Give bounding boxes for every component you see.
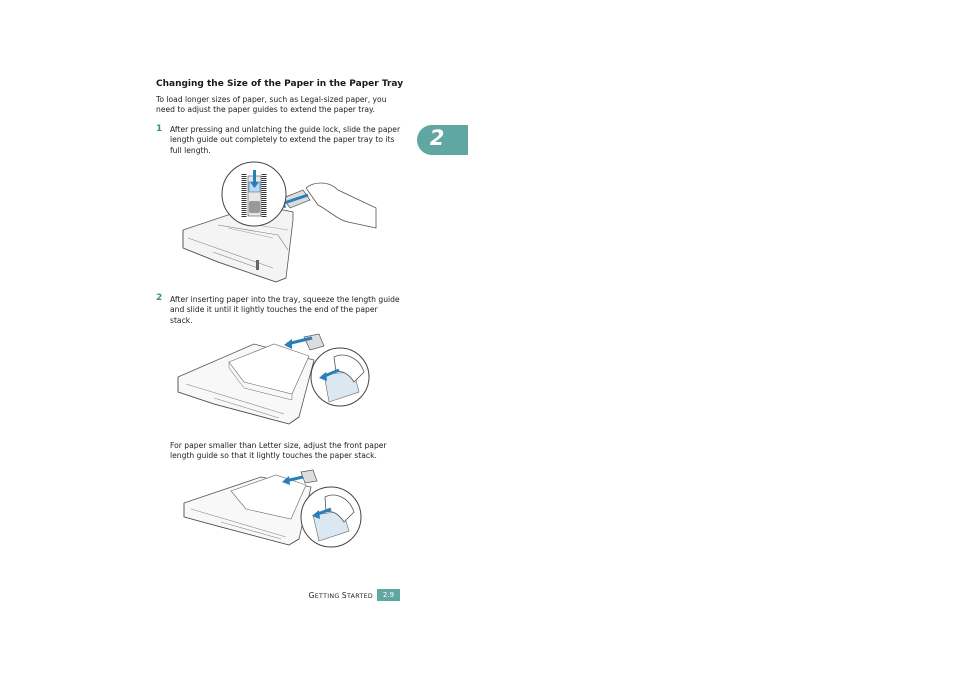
footer-section-label xyxy=(280,591,373,600)
page-number: 2.9 xyxy=(377,589,400,601)
chapter-tab xyxy=(417,125,468,155)
footer-rest-1: ETTING xyxy=(314,593,342,600)
section-heading: Changing the Size of the Paper in the Paper Tray xyxy=(156,79,404,89)
footer-initial-1: G xyxy=(308,591,315,600)
intro-paragraph: To load longer sizes of paper, such as Legal-sized paper, you need to adjust the paper guides to extend the paper tray. xyxy=(156,95,387,115)
tray-extend-illustration xyxy=(178,160,378,285)
footer-initial-2: S xyxy=(341,591,347,600)
step-1-number: 1 xyxy=(156,124,163,134)
footer-rest-2: TARTED xyxy=(346,593,373,600)
step-1-text: After pressing and unlatching the guide lock, slide the paper length guide out completely to extend the paper tray to its full length. xyxy=(170,125,401,155)
step-2-number: 2 xyxy=(156,293,163,303)
step-2-text: After inserting paper into the tray, squeeze the length guide and slide it until it lightly touches the end of the paper stack. xyxy=(170,295,400,325)
front-guide-adjust-illustration xyxy=(181,467,366,552)
length-guide-squeeze-illustration xyxy=(174,332,374,437)
note-text: For paper smaller than Letter size, adjust the front paper length guide so that it lightly touches the paper stack. xyxy=(170,441,387,461)
chapter-number: 2 xyxy=(429,126,445,150)
